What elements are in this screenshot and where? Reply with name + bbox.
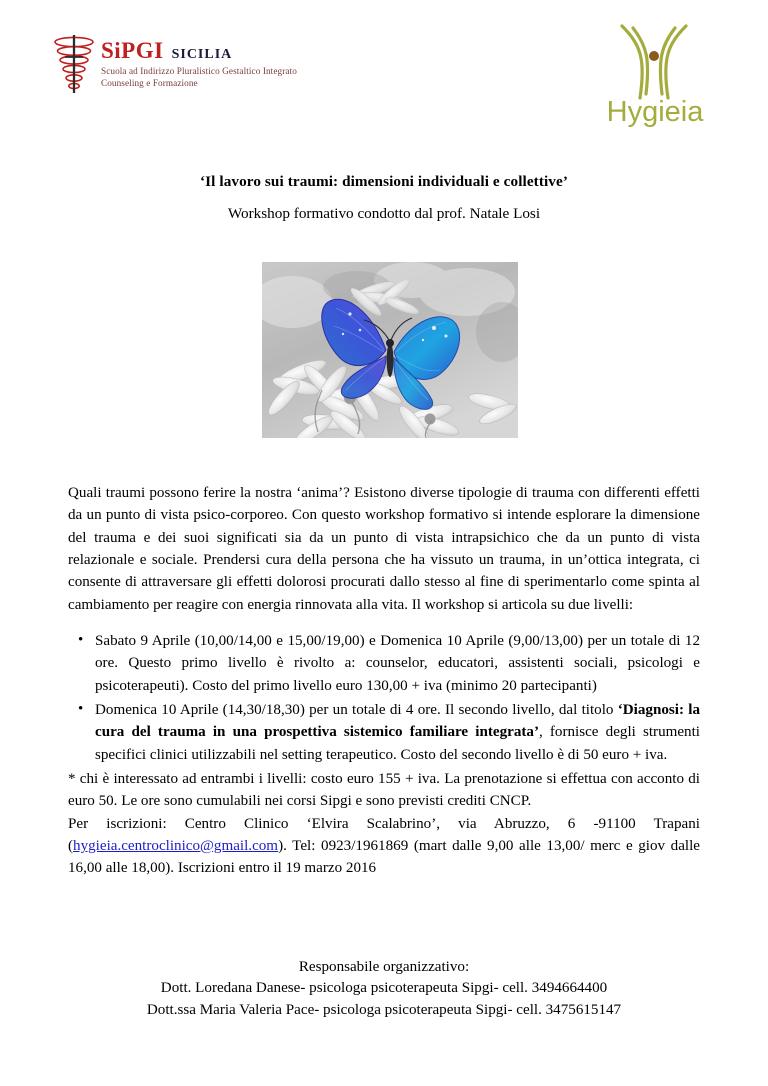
- email-link[interactable]: hygieia.centroclinico@gmail.com: [73, 837, 279, 854]
- registration-paragraph: [68, 813, 700, 880]
- intro-paragraph: Quali traumi possono ferire la nostra ‘anima’? Esistono diverse tipologie di trauma con differenti effetti da un punto di vista psico-corporeo. Con questo workshop formativo si intende esplorare la dimensione del trauma e dei suoi significati sia da un punto di vista intrapsichico che da un punto di vista relazionale e sociale. Prendersi cura della persona che ha vissuto un trauma, in un’ottica integrata, ci consente di attraversare gli effetti dolorosi procurati dallo stesso al fine di sperimentarlo come spinta al cambiamento per reagire con energia rinnovata alla vita. Il workshop si articola su due livelli:: [68, 485, 700, 613]
- level-2-text-after: , fornisce degli strumenti specifici clinici utilizzabili nel setting terapeutico. Costo del secondo livello è di 50 euro + iva.: [95, 724, 700, 763]
- footer-contact-1: Dott. Loredana Danese- psicologa psicoterapeuta Sipgi- cell. 3494664400: [160, 980, 608, 997]
- registration-text-after: ). Tel: 0923/1961869 (mart dalle 9,00 alle 13,00/ merc e giov dalle 16,00 alle 18,00). Iscrizioni entro il 19 marzo 2016: [68, 837, 700, 877]
- sipgi-logo-text: [101, 39, 336, 89]
- levels-list: [68, 630, 700, 766]
- level-1-text: Sabato 9 Aprile (10,00/14,00 e 15,00/19,00) e Domenica 10 Aprile (9,00/13,00) per un totale di 12 ore. Questo primo livello è rivolto a: counselor, educatori, assistenti sociali, psicologi e psicoterapeuti). Costo del primo livello euro 130,00 + iva (minimo 20 partecipanti): [95, 632, 700, 694]
- sipgi-subtitle-line1: Scuola ad Indirizzo Pluralistico Gestaltico Integrato: [101, 66, 297, 76]
- level-2-text-before: Domenica 10 Aprile (14,30/18,30) per un totale di 4 ore. Il secondo livello, dal titolo: [95, 701, 618, 718]
- page-subtitle: Workshop formativo condotto dal prof. Natale Losi: [227, 205, 541, 222]
- document-header: [0, 0, 768, 150]
- list-item-level-2: [68, 699, 700, 766]
- sipgi-logo: [48, 33, 338, 105]
- sipgi-caduceus-icon: [48, 33, 100, 95]
- footer-heading: Responsabile organizzativo:: [298, 959, 470, 975]
- note-paragraph: * chi è interessato ad entrambi i livelli: costo euro 155 + iva. La prenotazione si effettua con acconto di euro 50. Le ore sono cumulabili nei corsi Sipgi e sono previsti crediti CNCP.: [68, 770, 700, 810]
- hygieia-logo: [594, 22, 716, 140]
- document-footer: [0, 957, 768, 1021]
- hygieia-wordmark: Hygieia: [606, 96, 704, 128]
- sipgi-region: SICILIA: [171, 47, 233, 62]
- butterfly-photo: [262, 262, 518, 438]
- sipgi-acronym: SiPGI: [101, 38, 164, 63]
- registration-text-before: Per iscrizioni: Centro Clinico ‘Elvira Scalabrino’, via Abruzzo, 6 -91100 Trapani (: [68, 815, 700, 854]
- document-body: [68, 482, 700, 880]
- list-item-level-1: [68, 630, 700, 697]
- hygieia-wings-icon: [602, 22, 706, 102]
- page-title: ‘Il lavoro sui traumi: dimensioni individuali e collettive’: [199, 173, 569, 190]
- level-2-bold-title: ‘Diagnosi: la cura del trauma in una prospettiva sistemico familiare integrata’: [95, 701, 701, 741]
- footer-contact-2: Dott.ssa Maria Valeria Pace- psicologa psicoterapeuta Sipgi- cell. 3475615147: [146, 1001, 622, 1018]
- sipgi-subtitle-line2: Counseling e Formazione: [101, 78, 198, 89]
